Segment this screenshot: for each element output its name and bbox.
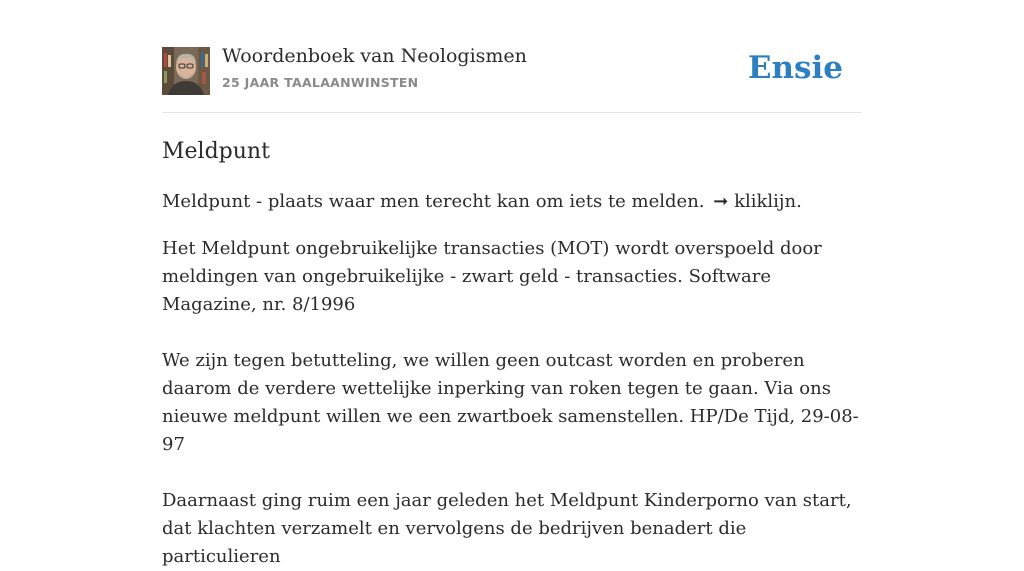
author-portrait-image [162,47,210,95]
citations-list [162,235,862,571]
page [162,0,862,571]
site-title[interactable]: Woordenboek van Neologismen [222,45,527,67]
related-term-link[interactable]: kliklijn. [734,191,802,212]
entry-term: Meldpunt [162,139,270,164]
entry-definition [162,188,862,216]
definition-text: Meldpunt - plaats waar men terecht kan om iets te melden. [162,191,705,212]
author-avatar[interactable] [162,47,210,95]
site-header [162,0,862,113]
citation-item: Daarnaast ging ruim een jaar geleden het Meldpunt Kinderporno van start, dat klachten verzamelt en vervolgens de bedrijven benadert die particulieren [162,490,852,567]
arrow-right-icon: ➞ [713,191,729,212]
ensie-logo[interactable]: Ensie [747,50,843,86]
citation-item: Het Meldpunt ongebruikelijke transacties (MOT) wordt overspoeld door meldingen van ongebruikelijke - zwart geld - transacties. Software Magazine, nr. 8/1996 [162,238,822,315]
site-subtitle: 25 JAAR TAALAANWINSTEN [222,75,419,90]
citation-item: We zijn tegen betutteling, we willen geen outcast worden en proberen daarom de verdere wettelijke inperking van roken tegen te gaan. Via ons nieuwe meldpunt willen we een zwartboek samenstellen. HP/De Tijd, 29-08-97 [162,350,859,455]
